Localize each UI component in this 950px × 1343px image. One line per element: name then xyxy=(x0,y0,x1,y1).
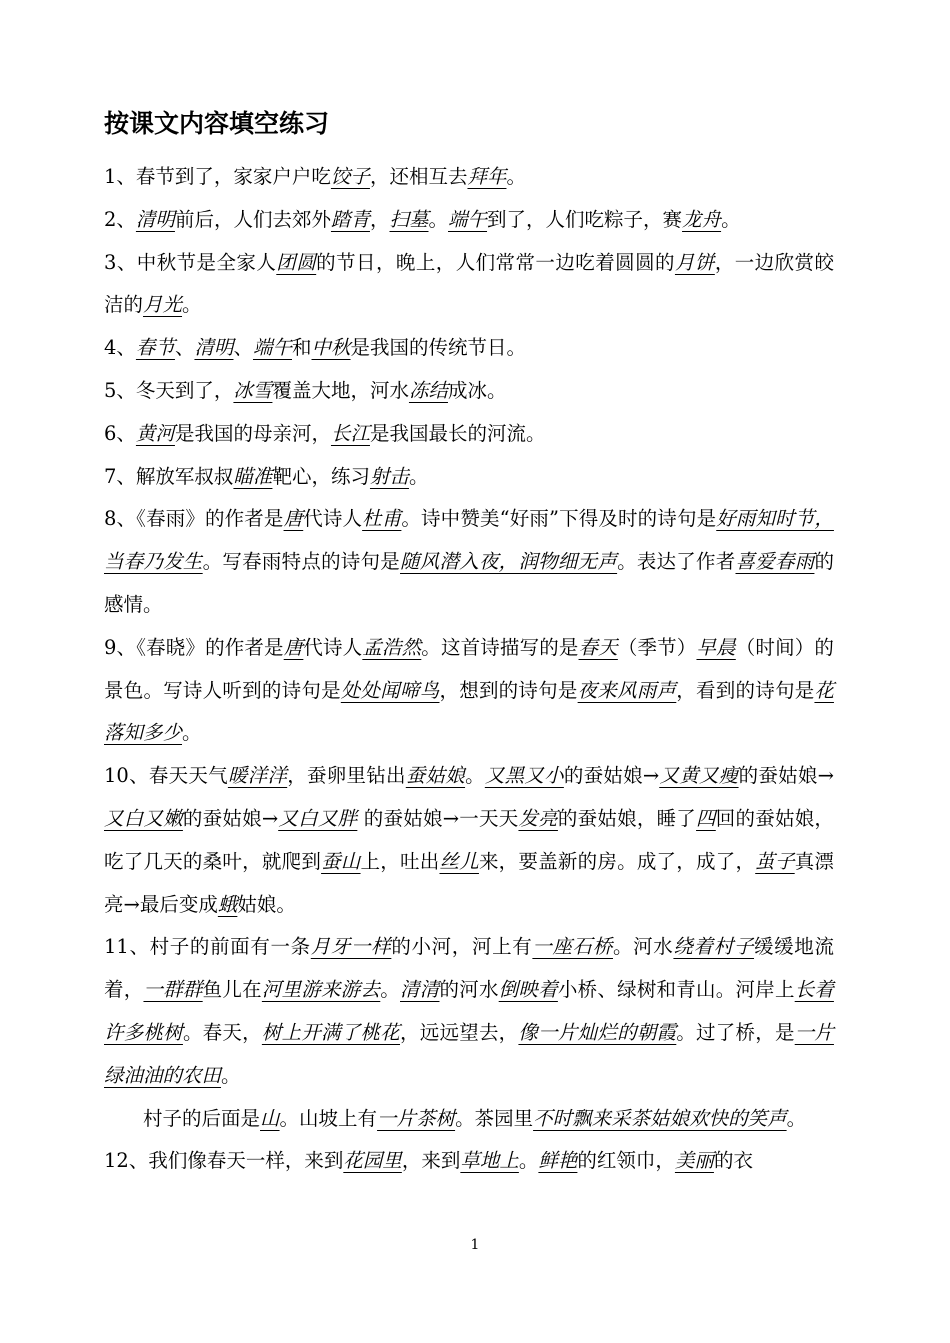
prompt-text: 。 xyxy=(428,207,449,231)
prompt-text: 真漂亮→最后变成 xyxy=(104,849,834,916)
prompt-text: 3、中秋节是全家人 xyxy=(104,250,277,274)
prompt-text: 小桥、绿树和青山。河岸上 xyxy=(557,978,795,1002)
prompt-text: 的衣 xyxy=(713,1149,753,1173)
answer-text: 团圆 xyxy=(276,250,317,274)
prompt-text: 4、 xyxy=(104,336,136,360)
answer-text: 一座石桥 xyxy=(532,935,613,959)
prompt-text: 来，要盖新的房。成了，成了， xyxy=(478,849,756,873)
prompt-text: 。 xyxy=(506,165,526,188)
answer-text: 清明 xyxy=(194,336,234,360)
answer-text: 花落知多少 xyxy=(104,678,834,745)
prompt-text: 的节日，晚上，人们常常一边吃着圆圆的 xyxy=(316,250,675,274)
prompt-text: 代诗人 xyxy=(303,507,363,531)
answer-text: 一片绿油油的农田 xyxy=(104,1020,834,1087)
answer-text: 蚕山 xyxy=(321,849,361,873)
prompt-text: ，看到的诗句是 xyxy=(676,678,815,702)
answer-text: 暖洋洋 xyxy=(227,764,288,788)
prompt-text: 靶心，练习 xyxy=(272,464,370,488)
exercise-item xyxy=(104,755,834,926)
exercise-item xyxy=(104,199,834,242)
answer-text: 踏青 xyxy=(330,207,370,231)
prompt-text: ，蚕卵里钻出 xyxy=(287,764,406,788)
answer-text: 像一片灿烂的朝霞 xyxy=(518,1020,677,1044)
prompt-text: 的小河，河上有 xyxy=(391,935,533,959)
prompt-text: 是我国最长的河流。 xyxy=(369,421,546,445)
page-number: 1 xyxy=(470,1237,480,1253)
answer-text: 好雨知时节，当春乃发生 xyxy=(104,507,834,574)
page-title: 按课文内容填空练习 xyxy=(104,109,330,138)
prompt-text: 。 xyxy=(786,1106,807,1130)
answer-text: 孟浩然 xyxy=(362,635,422,659)
prompt-text: 。 xyxy=(721,207,741,231)
answer-text: 丝儿 xyxy=(439,849,479,873)
exercise-item xyxy=(104,327,834,370)
prompt-text: 。写春雨特点的诗句是 xyxy=(202,550,401,574)
answer-text: 唐 xyxy=(283,507,304,531)
answer-text: 花园里 xyxy=(343,1149,402,1173)
answer-text: 夜来风雨声 xyxy=(577,678,677,702)
prompt-text: 覆盖大地，河水 xyxy=(272,378,409,402)
exercise-item xyxy=(104,1140,834,1183)
prompt-text: 的感情。 xyxy=(104,550,834,616)
prompt-text: 。 xyxy=(221,1063,241,1087)
answer-text: 美丽 xyxy=(674,1149,714,1173)
prompt-text: 。 xyxy=(182,293,202,317)
answer-text: 又黄又瘦 xyxy=(659,764,739,788)
answer-text: 黄河 xyxy=(135,421,175,445)
prompt-text: 7、解放军叔叔 xyxy=(104,464,234,488)
prompt-text: 前后，人们去郊外 xyxy=(174,207,331,231)
prompt-text: 。这首诗描写的是 xyxy=(421,635,579,659)
prompt-text: 的蚕姑娘，睡了 xyxy=(557,806,697,830)
prompt-text: 的蚕姑娘→一天天 xyxy=(357,806,519,830)
prompt-text: 的河水 xyxy=(439,978,499,1002)
prompt-text: 的蚕姑娘→ xyxy=(182,806,279,830)
prompt-text: 11、村子的前面有一条 xyxy=(104,935,311,959)
prompt-text: 。山坡上有 xyxy=(279,1106,378,1130)
answer-text: 一群群 xyxy=(143,978,203,1002)
answer-text: 倒映着 xyxy=(498,978,558,1002)
answer-text: 端午 xyxy=(252,336,292,360)
answer-text: 清清 xyxy=(400,978,440,1002)
prompt-text: 9、《春晓》的作者是 xyxy=(104,635,284,659)
answer-text: 蛾 xyxy=(217,892,238,916)
answer-text: 不时飘来采茶姑娘欢快的笑声 xyxy=(533,1106,787,1130)
prompt-text: 5、冬天到了， xyxy=(104,378,234,402)
answer-text: 早晨 xyxy=(696,635,736,659)
prompt-text: 上，吐出 xyxy=(360,849,440,873)
answer-text: 又黑又小 xyxy=(484,764,564,788)
prompt-text: 和 xyxy=(292,336,312,360)
prompt-text: 。 xyxy=(518,1149,539,1173)
answer-text: 又白又嫩 xyxy=(104,806,183,830)
answer-text: 四 xyxy=(696,806,716,830)
answer-text: 端午 xyxy=(448,207,488,231)
prompt-text: 1、春节到了，家家户户吃 xyxy=(104,165,331,188)
prompt-text: 成冰。 xyxy=(447,378,507,402)
answer-text: 喜爱春雨 xyxy=(735,550,815,574)
answer-text: 长着许多桃树 xyxy=(104,978,834,1044)
prompt-text: 的蚕姑娘→ xyxy=(738,764,834,788)
answer-text: 唐 xyxy=(283,635,304,659)
answer-text: 中秋 xyxy=(311,336,351,360)
answer-text: 饺子 xyxy=(330,165,370,188)
prompt-text: 6、 xyxy=(104,421,136,445)
answer-text: 扫墓 xyxy=(389,207,429,231)
prompt-text: 姑娘。 xyxy=(237,892,296,916)
prompt-text: ，还相互去 xyxy=(369,165,468,188)
prompt-text: 的蚕姑娘→ xyxy=(563,764,660,788)
prompt-text: 2、 xyxy=(104,207,136,231)
prompt-text: （时间）的景色。写诗人听到的诗句是 xyxy=(104,635,834,702)
prompt-text: 。 xyxy=(408,464,429,488)
answer-text: 春节 xyxy=(135,336,175,360)
prompt-text: ，一边欣赏皎洁的 xyxy=(104,250,834,317)
prompt-text: 村子的后面是 xyxy=(143,1106,261,1130)
prompt-text: ，来到 xyxy=(401,1149,461,1173)
exercise-item xyxy=(104,242,834,328)
answer-text: 茧子 xyxy=(755,849,795,873)
prompt-text: 代诗人 xyxy=(303,635,363,659)
answer-text: 鲜艳 xyxy=(538,1149,578,1173)
prompt-text: 、 xyxy=(233,336,253,360)
answer-text: 拜年 xyxy=(467,165,507,188)
prompt-text: 到了，人们吃粽子，赛 xyxy=(487,207,683,231)
answer-text: 春天 xyxy=(578,635,618,659)
prompt-text: 。茶园里 xyxy=(455,1106,534,1130)
answer-text: 射击 xyxy=(369,464,409,488)
answer-text: 处处闻啼鸟 xyxy=(340,678,440,702)
exercise-item xyxy=(104,627,834,755)
exercise-item xyxy=(104,498,834,626)
prompt-text: 8、《春雨》的作者是 xyxy=(104,507,284,531)
answer-text: 月牙一样 xyxy=(310,935,392,959)
answer-text: 龙舟 xyxy=(682,207,722,231)
prompt-text: 鱼儿在 xyxy=(202,978,262,1002)
prompt-text: 。 xyxy=(182,721,202,745)
prompt-text: ， xyxy=(369,207,390,231)
prompt-text: 缓缓地流着， xyxy=(104,935,834,1002)
answer-text: 长江 xyxy=(330,421,370,445)
prompt-text: 是我国的母亲河， xyxy=(174,421,331,445)
exercise-item xyxy=(104,926,834,1097)
prompt-text: （季节） xyxy=(617,635,697,659)
exercise-item xyxy=(104,156,834,199)
prompt-text: 。 xyxy=(465,764,485,788)
prompt-text: 12、我们像春天一样，来到 xyxy=(104,1149,344,1173)
prompt-text: ，想到的诗句是 xyxy=(439,678,578,702)
answer-text: 树上开满了桃花 xyxy=(261,1020,401,1044)
prompt-text: 。河水 xyxy=(612,935,674,959)
prompt-text: 。表达了作者 xyxy=(617,550,736,574)
document-page xyxy=(104,104,834,1183)
answer-text: 冰雪 xyxy=(233,378,273,402)
prompt-text: 。 xyxy=(380,978,401,1002)
answer-text: 随风潜入夜，润物细无声 xyxy=(400,550,618,574)
exercise-list xyxy=(104,156,834,1183)
exercise-item xyxy=(104,1098,834,1141)
prompt-text: 10、春天天气 xyxy=(104,764,228,788)
answer-text: 月饼 xyxy=(674,250,715,274)
answer-text: 发亮 xyxy=(518,806,558,830)
prompt-text: 是我国的传统节日。 xyxy=(350,336,527,360)
answer-text: 杜甫 xyxy=(362,507,402,531)
answer-text: 河里游来游去 xyxy=(261,978,381,1002)
prompt-text: 。春天， xyxy=(182,1020,262,1044)
answer-text: 又白又胖 xyxy=(278,806,358,830)
answer-text: 清明 xyxy=(135,207,175,231)
prompt-text: 、 xyxy=(174,336,195,360)
exercise-item xyxy=(104,456,834,499)
prompt-text: 。过了桥，是 xyxy=(676,1020,795,1044)
answer-text: 一片茶树 xyxy=(377,1106,456,1130)
answer-text: 月光 xyxy=(143,293,183,317)
exercise-item xyxy=(104,413,834,456)
prompt-text: 的红领巾， xyxy=(577,1149,675,1173)
answer-text: 绕着村子 xyxy=(673,935,755,959)
prompt-text: 回的蚕姑娘，吃了几天的桑叶，就爬到 xyxy=(104,806,834,873)
answer-text: 冻结 xyxy=(408,378,448,402)
answer-text: 蚕姑娘 xyxy=(405,764,466,788)
answer-text: 草地上 xyxy=(460,1149,519,1173)
exercise-item xyxy=(104,370,834,413)
answer-text: 山 xyxy=(260,1106,280,1130)
answer-text: 瞄准 xyxy=(233,464,273,488)
prompt-text: 。诗中赞美“好雨”下得及时的诗句是 xyxy=(401,507,717,531)
prompt-text: ，远远望去， xyxy=(400,1020,519,1044)
